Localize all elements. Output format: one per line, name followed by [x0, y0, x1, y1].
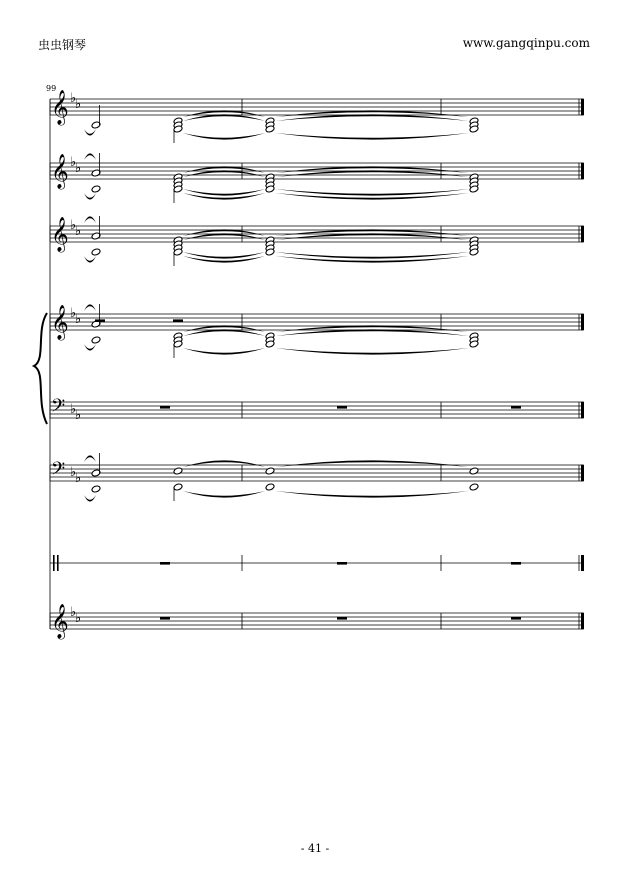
svg-text:𝄞: 𝄞 — [51, 154, 69, 189]
svg-text:♭: ♭ — [70, 402, 77, 417]
svg-text:𝄢: 𝄢 — [51, 459, 66, 484]
measure-number: 99 — [46, 84, 57, 93]
svg-text:♭: ♭ — [70, 91, 77, 106]
svg-text:𝄞: 𝄞 — [51, 305, 69, 340]
svg-text:♭: ♭ — [75, 97, 82, 112]
percussion — [50, 555, 584, 571]
svg-text:♭: ♭ — [75, 471, 82, 486]
svg-text:𝄞: 𝄞 — [51, 90, 69, 125]
svg-text:♭: ♭ — [70, 218, 77, 233]
svg-text:♭: ♭ — [70, 465, 77, 480]
score-source-title: 虫虫钢琴 — [38, 38, 87, 52]
svg-text:𝄞: 𝄞 — [51, 604, 69, 639]
staff-8 — [50, 604, 584, 640]
svg-text:♭: ♭ — [75, 312, 82, 327]
svg-text:♭: ♭ — [75, 161, 82, 176]
piano-right-hand — [50, 304, 584, 358]
staff-systems — [50, 90, 584, 640]
svg-text:𝄞: 𝄞 — [51, 217, 69, 252]
svg-text:𝄢: 𝄢 — [51, 396, 66, 421]
source-url: www.gangqinpu.com — [462, 36, 590, 50]
svg-text:♭: ♭ — [75, 408, 82, 423]
piano-left-hand — [50, 396, 584, 423]
svg-text:♭: ♭ — [70, 306, 77, 321]
staff-6 — [50, 453, 584, 502]
staff-1 — [50, 90, 584, 143]
svg-text:♭: ♭ — [70, 605, 77, 620]
staff-3 — [50, 216, 584, 266]
piano-brace — [34, 313, 47, 424]
svg-text:♭: ♭ — [75, 611, 82, 626]
svg-text:♭: ♭ — [75, 224, 82, 239]
staff-2 — [50, 153, 584, 203]
svg-text:♭: ♭ — [70, 155, 77, 170]
page-number: - 41 - — [300, 842, 330, 855]
